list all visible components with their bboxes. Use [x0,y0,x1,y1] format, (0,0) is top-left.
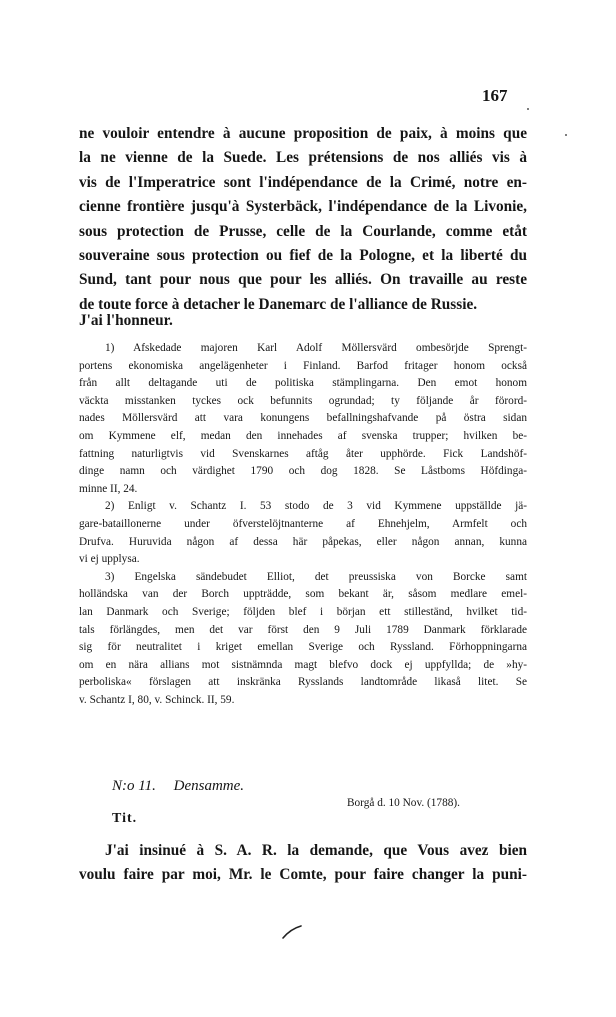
text-line: Sund, tant pour nous que pour les alliés. On travaille au reste [79,271,527,289]
footnote-1 [79,340,527,498]
text-line: souveraine sous protection ou fief de la Pologne, et la liberté du [79,247,527,265]
text-line: cienne frontière jusqu'à Systerbäck, l'indépendance de la Livonie, [79,198,527,216]
footnote-line: 3) Engelska sändebudet Elliot, det preussiska von Borcke samt [105,570,527,583]
footnote-line: minne II, 24. [79,482,138,495]
footnote-2 [79,498,527,568]
margin-speck [565,134,567,136]
text-line: vis de l'Imperatrice sont l'indépendance de la Crimé, notre en- [79,173,527,191]
closing-formula: J'ai l'honneur. [79,312,173,329]
letter-date: Borgå d. 10 Nov. (1788). [347,797,460,809]
footnote-line: fattning naturligtvis vid Svenskarnes aftåg åter upphörde. Fick Landshöf- [79,447,527,460]
footnote-line: väckta misstanken tyckes ock befunnits ogrundad; ty följande år förord- [79,394,527,407]
letter-salutation: Tit. [112,811,138,826]
letter-continuation-text [79,122,527,317]
text-line: voulu faire par moi, Mr. le Comte, pour faire changer la puni- [79,866,527,883]
text-line: J'ai insinué à S. A. R. la demande, que Vous avez bien [105,842,527,859]
footnote-line: lan Danmark och Sverige; följden blef i början ett stilleständ, hvilket tid- [79,605,527,618]
letter-body [79,839,527,887]
text-line: de toute force à detacher le Danemarc de l'alliance de Russie. [79,295,478,313]
footnote-line: från allt deltagande uti de politiska stämplingarna. Den emot honom [79,377,527,390]
footnote-line: Drufva. Huruvida någon af dessa här påpekas, eller någon annan, kunna [79,535,527,548]
footnote-line: holländska van der Borch uppträdde, som bekant är, såsom medlare emel- [79,588,527,601]
signature-mark-icon [280,924,304,940]
text-line: ne vouloir entendre à aucune proposition de paix, à moins que [79,125,527,142]
footnote-line: 1) Afskedade majoren Karl Adolf Möllersvärd ombesörjde Sprengt- [105,342,527,354]
footnote-line: tals förlängdes, men det var först den 9 Juli 1789 Danmark förklarade [79,623,527,636]
letter-heading [112,778,244,795]
text-line: la ne vienne de la Suede. Les prétensions de nos alliés vis à [79,149,527,167]
footnote-line: sig för neutralitet i kriget emellan Sverige och Ryssland. Förhoppningarna [79,641,527,654]
footnote-line: perboliska« förslagen att inskränka Rysslands landtområde likaså litet. Se [79,676,527,689]
footnote-line: v. Schantz I, 80, v. Schinck. II, 59. [79,693,235,706]
letter-number: N:o 11. [112,778,156,794]
footnotes [79,340,527,709]
footnote-line: nades Möllersvärd att vara konungens befallningshafvande på östra sidan [79,412,527,425]
text-line: sous protection de Prusse, celle de la Courlande, comme etåt [79,222,527,240]
footnote-line: gare-bataillonerne under öfverstelöjtnanterne af Ehnehjelm, Armfelt och [79,517,527,530]
footnote-line: dinge namn och värdighet 1790 och dog 1828. Se Låstboms Höfdinga- [79,465,527,478]
footnote-line: om en nära allians mot sistnämnda magt blefvo dock ej uppfyllda; de »hy- [79,658,527,671]
footnote-line: 2) Enligt v. Schantz I. 53 stodo de 3 vid Kymmene uppställde jä- [105,500,527,513]
footnote-3 [79,569,527,710]
footnote-line: om Kymmene elf, medan den innehades af svenska trupper; hvilken be- [79,429,527,442]
footnote-line: portens ekonomiska angelägenheter i Finland. Barfod fritager honom också [79,359,527,372]
letter-recipient: Densamme. [173,778,245,794]
footnote-line: vi ej upplysa. [79,553,140,566]
page-number: 167 [482,86,508,105]
margin-speck [527,108,529,110]
